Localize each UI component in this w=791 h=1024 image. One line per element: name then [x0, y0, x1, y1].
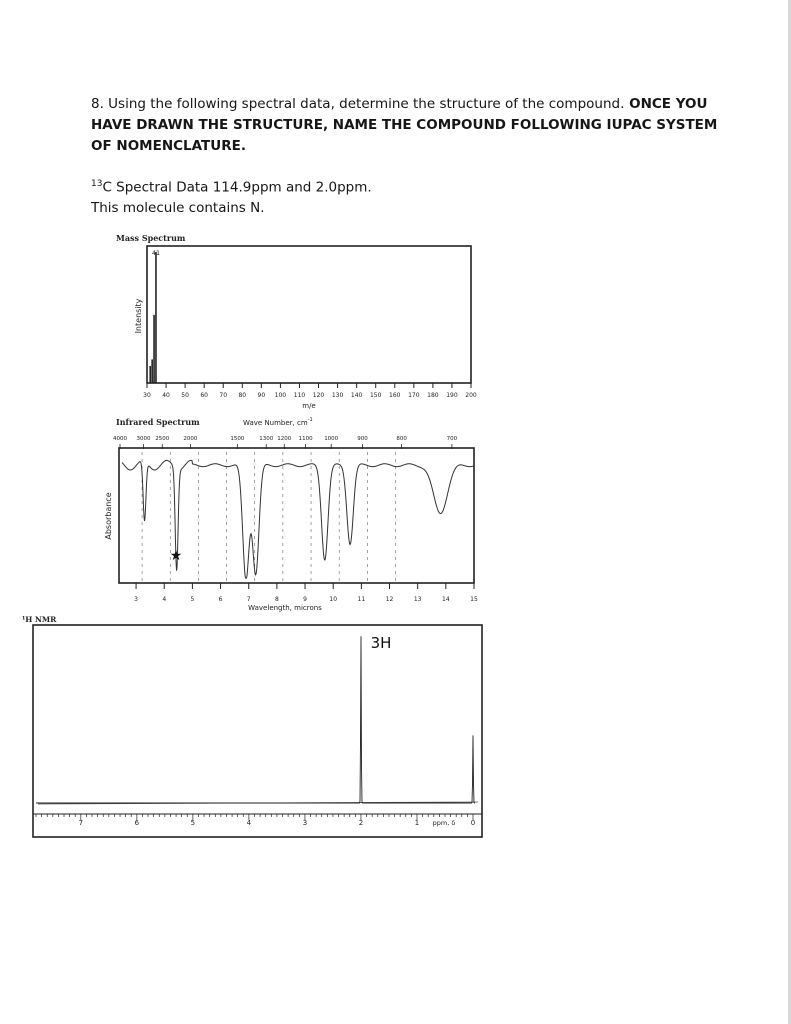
ms-xlabel: m/e — [302, 402, 316, 410]
nmr-xlabel: ppm, δ — [432, 819, 456, 827]
nmr-x-axis — [36, 814, 475, 827]
ir-spectrum — [104, 417, 478, 612]
ir-wavenumber-label: 1100 — [298, 436, 313, 442]
ms-tick-label: 60 — [200, 392, 208, 399]
ir-wavenumber-label: 1500 — [230, 436, 245, 442]
nmr-tick-label: 2 — [358, 819, 364, 827]
ms-tick-label: 180 — [427, 392, 439, 399]
ms-tick-label: 70 — [219, 392, 228, 399]
ir-wavenumber-label: 1200 — [277, 436, 292, 442]
ir-bottom-tick-label: 5 — [190, 596, 195, 603]
ms-tick-label: 50 — [181, 392, 189, 399]
ir-top-axis-sup: -1 — [307, 417, 313, 423]
ms-tick-label: 140 — [350, 392, 363, 399]
ir-xlabel: Wavelength, microns — [248, 604, 322, 612]
ms-tick-label: 80 — [238, 392, 247, 399]
ir-wavenumber-label: 3000 — [136, 436, 151, 442]
ir-bottom-tick-label: 13 — [413, 596, 422, 603]
ir-bottom-tick-label: 12 — [385, 596, 394, 603]
ms-tick-label: 110 — [293, 392, 306, 399]
ir-bottom-tick-label: 15 — [470, 596, 478, 603]
ir-bottom-tick-label: 3 — [134, 596, 138, 603]
ir-bottom-tick-label: 14 — [442, 596, 450, 603]
ir-bottom-tick-label: 11 — [357, 596, 366, 603]
ir-wavenumber-label: 4000 — [113, 436, 127, 442]
ir-wavenumber-label: 700 — [446, 436, 458, 442]
ms-tick-label: 120 — [312, 392, 325, 399]
ms-tick-label: 40 — [162, 392, 170, 399]
ir-wavenumber-label: 900 — [357, 436, 368, 442]
ms-ylabel: Intensity — [134, 298, 143, 334]
ir-wavenumber-label: 2000 — [183, 436, 198, 442]
ir-top-axis-text: Wave Number, cm — [243, 419, 308, 427]
ir-wavenumber-label: 1000 — [324, 436, 339, 442]
carbon-data-text: C Spectral Data 114.9ppm and 2.0ppm. — [102, 179, 372, 196]
nmr-title: ¹H NMR — [22, 615, 57, 624]
nmr-tick-label: 0 — [470, 819, 476, 827]
ms-tick-label: 200 — [465, 392, 477, 399]
ir-title: Infrared Spectrum — [116, 417, 200, 427]
ms-x-axis — [143, 383, 477, 399]
ms-peak-label: 41 — [151, 249, 161, 257]
ir-bottom-tick-label: 10 — [329, 596, 338, 603]
nmr-tick-label: 3 — [302, 819, 308, 827]
question-lead: 8. Using the following spectral data, determine the structure of the compound. — [91, 96, 625, 112]
nitrogen-note: This molecule contains N. — [91, 199, 265, 216]
nmr-tick-label: 7 — [78, 819, 84, 827]
ir-bottom-tick-label: 9 — [303, 596, 307, 603]
ir-wavenumber-label: 2500 — [155, 436, 170, 442]
ms-tick-label: 170 — [408, 392, 420, 399]
ir-bottom-tick-label: 4 — [162, 596, 167, 603]
ms-title: Mass Spectrum — [116, 233, 186, 243]
ms-tick-label: 190 — [446, 392, 458, 399]
nmr-integration-annotation: 3H — [370, 634, 392, 652]
ir-top-axis — [113, 436, 458, 449]
nmr-frame — [33, 625, 482, 837]
nmr-tick-label: 4 — [246, 819, 252, 827]
ms-peaks — [150, 249, 160, 383]
ir-top-axis-label — [243, 417, 313, 427]
ms-tick-label: 130 — [331, 392, 344, 399]
nmr-tick-label: 5 — [190, 819, 196, 827]
ir-ylabel: Absorbance — [104, 492, 113, 540]
ir-bottom-tick-label: 6 — [218, 596, 223, 603]
ir-wavenumber-label: 800 — [396, 436, 407, 442]
ms-tick-label: 100 — [274, 392, 287, 399]
carbon-superscript: 13 — [91, 179, 103, 189]
ms-tick-label: 90 — [257, 392, 266, 399]
nmr-trace — [36, 636, 475, 803]
ir-bottom-tick-label: 7 — [246, 596, 251, 603]
ms-tick-label: 160 — [389, 392, 401, 399]
question-emphasis: ONCE YOU HAVE DRAWN THE STRUCTURE, NAME THE COMPOUND FOLLOWING IUPAC SYSTEM OF NOMENCLATURE. — [91, 96, 718, 154]
ms-tick-label: 150 — [369, 392, 382, 399]
nmr-tick-label: 6 — [134, 819, 140, 827]
ir-bottom-tick-label: 8 — [274, 596, 279, 603]
ir-wavenumber-label: 1300 — [259, 436, 274, 442]
mass-spectrum — [116, 233, 477, 410]
nmr-tick-label: 1 — [414, 819, 420, 827]
ir-bottom-axis — [134, 583, 478, 603]
ms-frame — [147, 246, 471, 383]
ir-star-annotation: ★ — [169, 548, 183, 564]
ms-tick-label: 30 — [143, 392, 151, 399]
nmr-spectrum — [22, 615, 482, 837]
